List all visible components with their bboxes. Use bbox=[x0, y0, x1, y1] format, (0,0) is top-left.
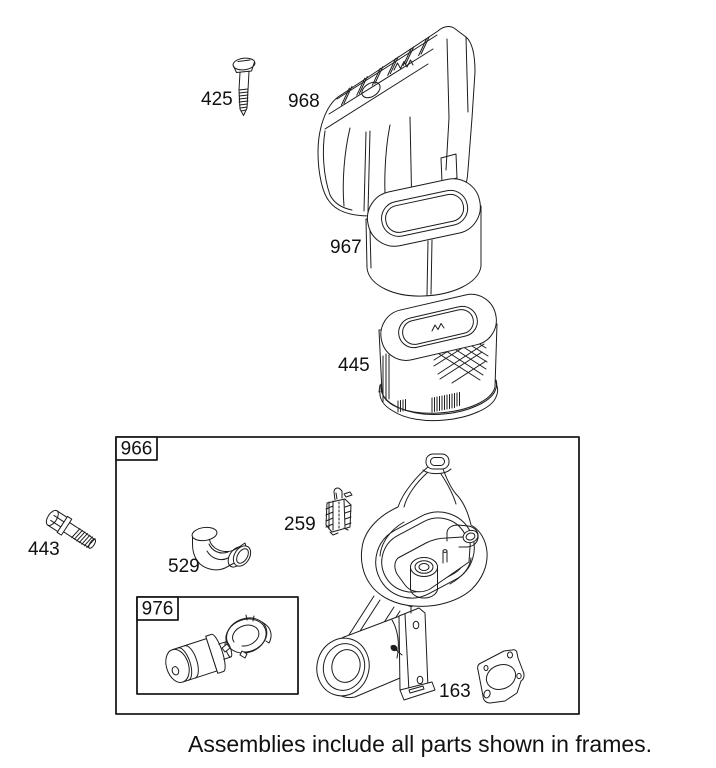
label-part-967: 967 bbox=[330, 237, 362, 258]
part-clamp-259-drawing bbox=[326, 488, 352, 535]
part-elbow-529-drawing bbox=[191, 526, 254, 570]
label-frame-976: 976 bbox=[141, 598, 174, 620]
label-part-445: 445 bbox=[338, 355, 370, 376]
label-part-529: 529 bbox=[168, 556, 200, 577]
label-part-425: 425 bbox=[201, 89, 233, 110]
part-screw-425-drawing bbox=[232, 57, 255, 116]
label-frame-966: 966 bbox=[120, 438, 153, 460]
label-part-443: 443 bbox=[28, 539, 60, 560]
part-base-assembly-drawing bbox=[311, 454, 487, 701]
label-part-259: 259 bbox=[284, 514, 316, 535]
label-part-968: 968 bbox=[288, 91, 320, 112]
part-filter-445-drawing bbox=[376, 289, 501, 420]
diagram-caption: Assemblies include all parts shown in frames. bbox=[188, 731, 653, 757]
part-gasket-163-drawing bbox=[478, 650, 524, 703]
label-part-163: 163 bbox=[439, 681, 471, 702]
